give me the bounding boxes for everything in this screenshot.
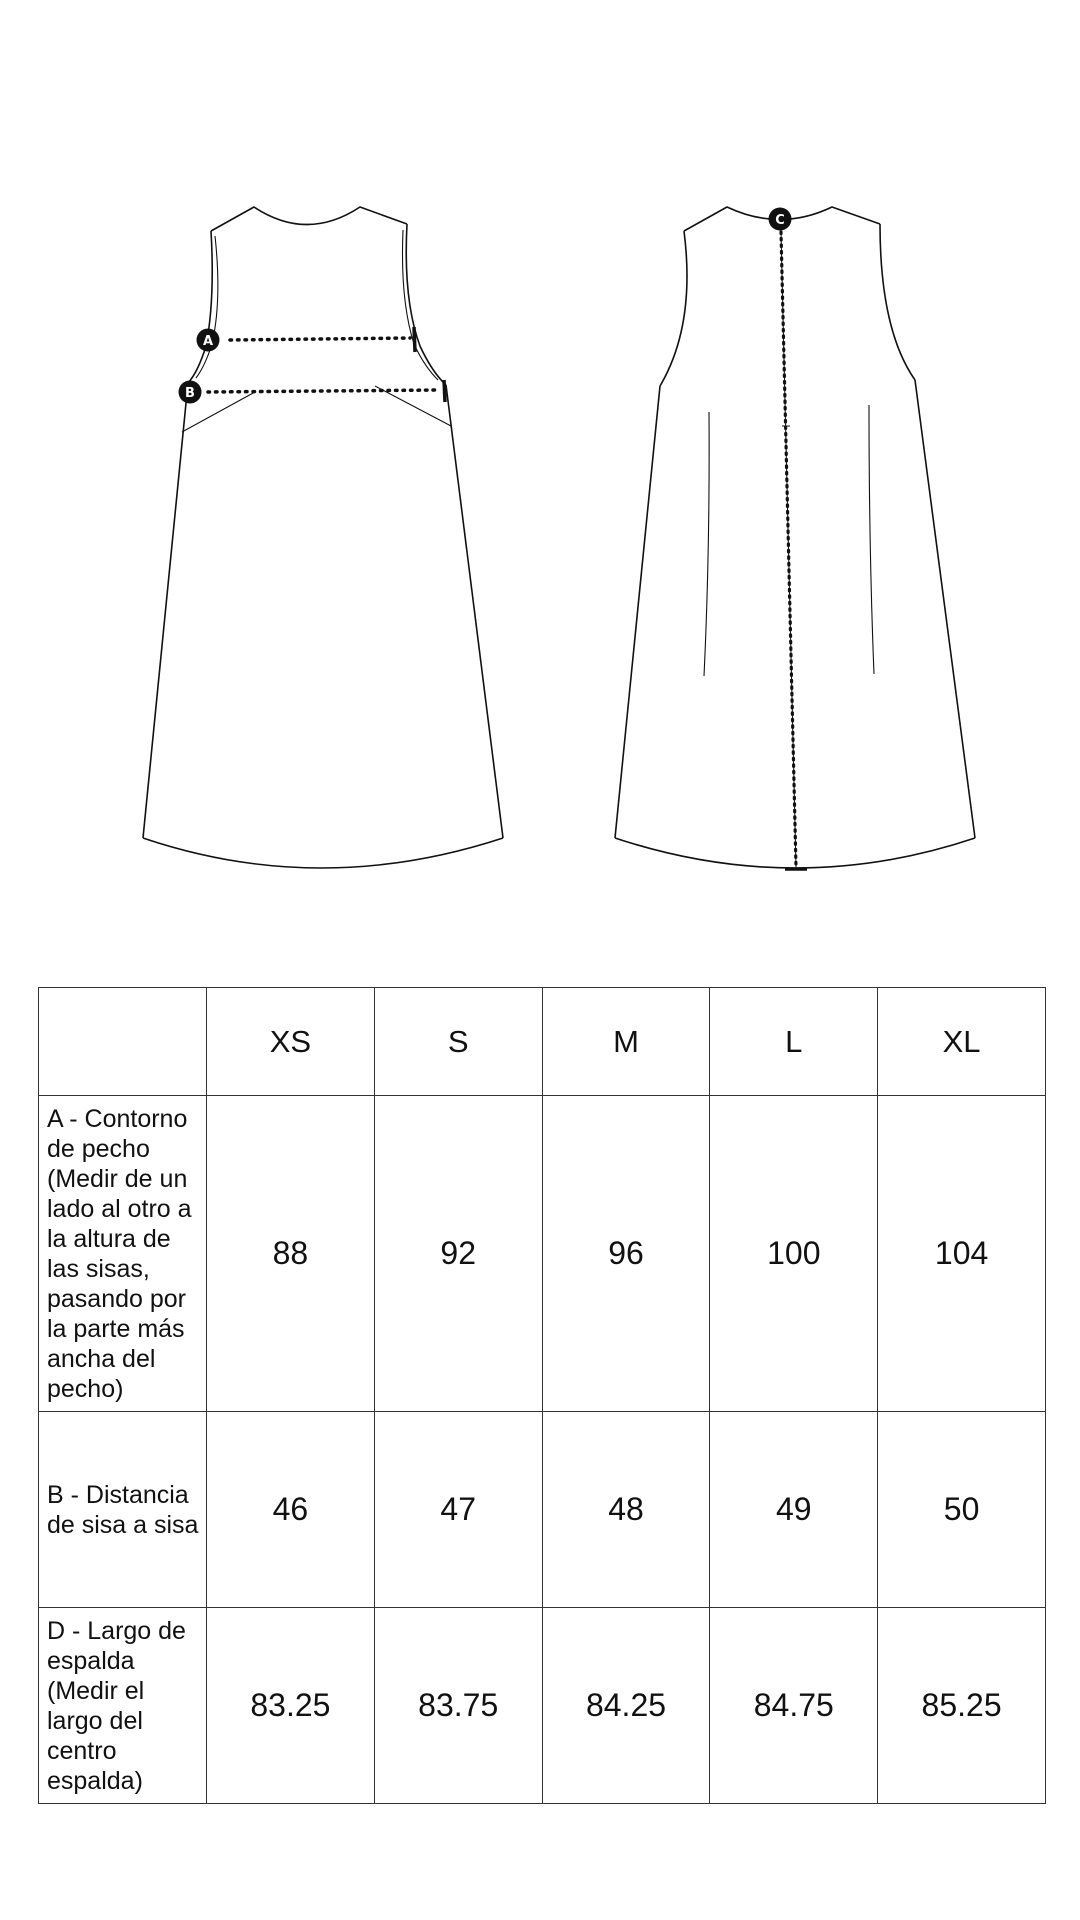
cell-chest-xl: 104 <box>878 1096 1046 1412</box>
front-neckline <box>211 207 407 231</box>
size-header-xs: XS <box>207 988 375 1096</box>
back-left-side-seam <box>615 386 660 838</box>
front-left-armhole-lining <box>196 236 218 378</box>
cell-armhole-xs: 46 <box>207 1412 375 1608</box>
marker-c-label: C <box>775 213 785 228</box>
row-label-back-length: D - Largo de espalda (Medir el largo del centro espalda) <box>39 1608 207 1804</box>
cell-armhole-xl: 50 <box>878 1412 1046 1608</box>
front-right-dart <box>375 386 451 426</box>
table-row-armhole <box>39 1412 1046 1608</box>
row-label-chest: A - Contorno de pecho (Medir de un lado al otro a la altura de las sisas, pasando por la parte más ancha del pecho) <box>39 1096 207 1412</box>
cell-back-length-l: 84.75 <box>710 1608 878 1804</box>
size-chart-table <box>38 987 1046 1804</box>
measure-line-a <box>230 338 410 340</box>
size-header-xl: XL <box>878 988 1046 1096</box>
cell-chest-m: 96 <box>542 1096 710 1412</box>
front-left-armhole <box>188 231 212 383</box>
table-row-chest <box>39 1096 1046 1412</box>
dress-technical-drawing <box>0 0 1080 900</box>
back-left-armhole <box>660 231 687 386</box>
cell-armhole-m: 48 <box>542 1412 710 1608</box>
measure-end-b <box>444 380 445 402</box>
front-right-side-seam <box>446 385 503 838</box>
cell-chest-l: 100 <box>710 1096 878 1412</box>
dress-back-view <box>615 207 975 869</box>
marker-b <box>179 381 202 404</box>
back-left-dart <box>704 412 709 676</box>
cell-back-length-s: 83.75 <box>374 1608 542 1804</box>
cell-chest-xs: 88 <box>207 1096 375 1412</box>
marker-a-label: A <box>202 334 214 349</box>
back-right-side-seam <box>915 380 975 838</box>
back-right-dart <box>869 405 874 674</box>
size-header-s: S <box>374 988 542 1096</box>
cell-back-length-xs: 83.25 <box>207 1608 375 1804</box>
cell-back-length-m: 84.25 <box>542 1608 710 1804</box>
table-corner-cell <box>39 988 207 1096</box>
back-right-armhole <box>880 224 915 380</box>
front-right-armhole <box>406 224 446 385</box>
size-header-l: L <box>710 988 878 1096</box>
table-row-back-length <box>39 1608 1046 1804</box>
measure-line-c-seam <box>781 232 796 867</box>
size-header-row <box>39 988 1046 1096</box>
marker-c <box>769 208 792 231</box>
cell-chest-s: 92 <box>374 1096 542 1412</box>
front-left-side-seam <box>143 383 188 838</box>
front-right-armhole-lining <box>402 230 438 380</box>
marker-a <box>197 329 220 352</box>
size-header-m: M <box>542 988 710 1096</box>
measure-line-b <box>208 390 440 392</box>
front-hem <box>143 838 503 868</box>
cell-armhole-l: 49 <box>710 1412 878 1608</box>
dress-front-view <box>143 207 503 868</box>
measure-end-a <box>414 327 415 352</box>
cell-back-length-xl: 85.25 <box>878 1608 1046 1804</box>
cell-armhole-s: 47 <box>374 1412 542 1608</box>
marker-b-label: B <box>185 386 195 401</box>
row-label-armhole: B - Distancia de sisa a sisa <box>39 1412 207 1608</box>
